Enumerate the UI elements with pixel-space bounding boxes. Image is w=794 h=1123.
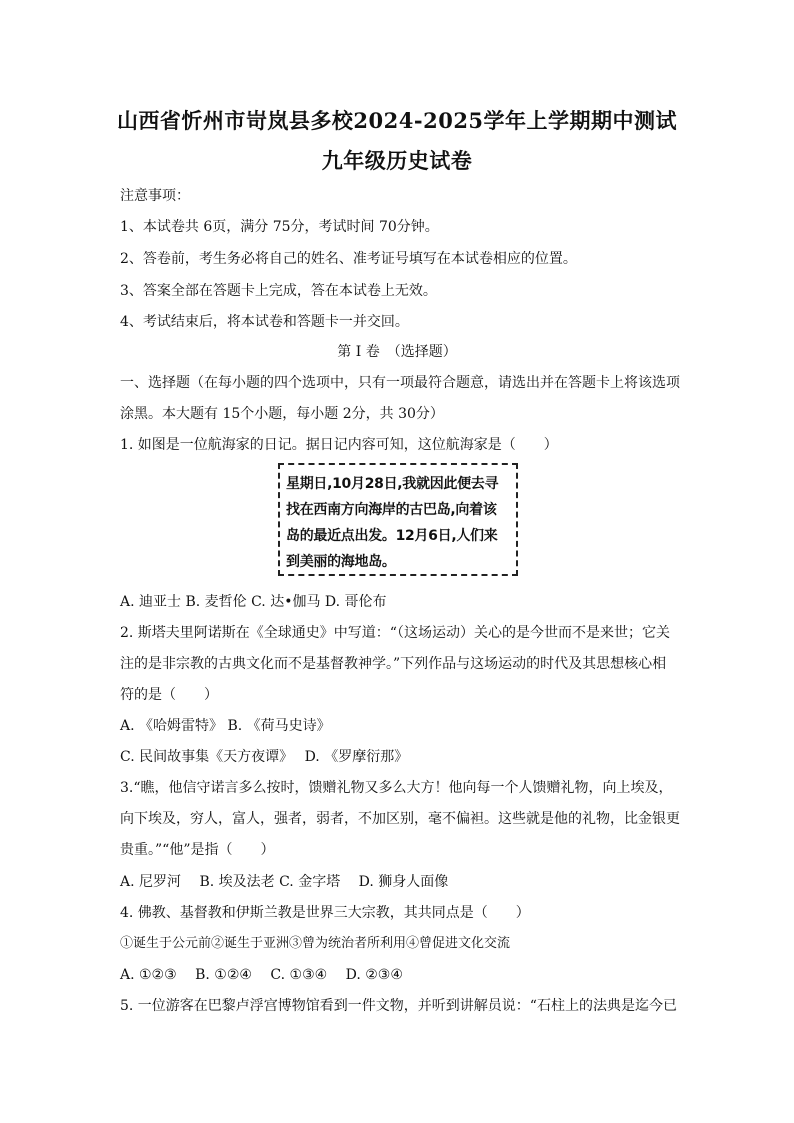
diary-excerpt-box	[278, 463, 518, 576]
question-4-stem: 4. 佛教、基督教和伊斯兰教是世界三大宗教，其共同点是（ ）	[120, 905, 530, 921]
notice-item: 3、答案全部在答题卡上完成，答在本试卷上无效。	[120, 283, 437, 299]
page-subtitle: 九年级历史试卷	[321, 148, 473, 173]
question-2-options: A. 《哈姆雷特》 B. 《荷马史诗》	[120, 718, 331, 734]
question-1-options: A. 迪亚士 B. 麦哲伦 C. 达•伽马 D. 哥伦布	[120, 594, 387, 610]
diary-line: 星期日,10月28日,我就因此便去寻	[286, 476, 499, 492]
question-1-stem: 1. 如图是一位航海家的日记。据日记内容可知，这位航海家是（ ）	[120, 437, 558, 453]
question-2-stem: 2. 斯塔夫里阿诺斯在《全球通史》中写道：“（这场运动）关心的是今世而不是来世；它关	[120, 625, 670, 641]
question-3-stem: 向下埃及，穷人，富人，强者，弱者，不加区别，毫不偏袒。这些就是他的礼物，比金银更	[120, 811, 680, 827]
notice-item: 2、答卷前，考生务必将自己的姓名、准考证号填写在本试卷相应的位置。	[120, 251, 577, 267]
question-2-stem: 注的是非宗教的古典文化而不是基督教神学。”下列作品与这场运动的时代及其思想核心相	[120, 656, 667, 672]
question-3-options: A. 尼罗河 B. 埃及法老 C. 金字塔 D. 狮身人面像	[120, 874, 449, 890]
notice-item: 1、本试卷共 6页，满分 75分，考试时间 70分钟。	[120, 219, 439, 235]
section-label: 第 I 卷 （选择题）	[337, 344, 457, 360]
question-3-stem: 贵重。”“他”是指（ ）	[120, 842, 275, 858]
diary-line: 到美丽的海地岛。	[286, 554, 396, 570]
notice-item: 4、考试结束后，将本试卷和答题卡一并交回。	[120, 314, 409, 330]
diary-line: 岛的最近点出发。12月6日,人们来	[286, 528, 498, 544]
question-2-options: C. 民间故事集《天方夜谭》 D. 《罗摩衍那》	[120, 749, 409, 765]
question-4-options: A. ①②③ B. ①②④ C. ①③④ D. ②③④	[120, 967, 403, 983]
question-3-stem: 3.“瞧，他信守诺言多么按时，馈赠礼物又多么大方！他向每一个人馈赠礼物，向上埃及，	[120, 780, 673, 796]
section-instructions: 一、选择题（在每小题的四个选项中，只有一项最符合题意，请选出并在答题卡上将该选项	[120, 375, 680, 391]
diary-line: 找在西南方向海岸的古巴岛,向着该	[286, 502, 497, 518]
question-5-stem: 5. 一位游客在巴黎卢浮宫博物馆看到一件文物，并听到讲解员说：“石柱上的法典是迄今已	[120, 998, 677, 1014]
page-title: 山西省忻州市岢岚县多校2024-2025学年上学期期中测试	[116, 108, 678, 133]
notice-heading: 注意事项：	[120, 188, 190, 204]
question-4-statements: ①诞生于公元前②诞生于亚洲③曾为统治者所利用④曾促进文化交流	[120, 936, 511, 951]
question-2-stem: 符的是（ ）	[120, 687, 218, 703]
section-instructions: 涂黑。本大题有 15个小题，每小题 2分，共 30分）	[120, 406, 444, 422]
